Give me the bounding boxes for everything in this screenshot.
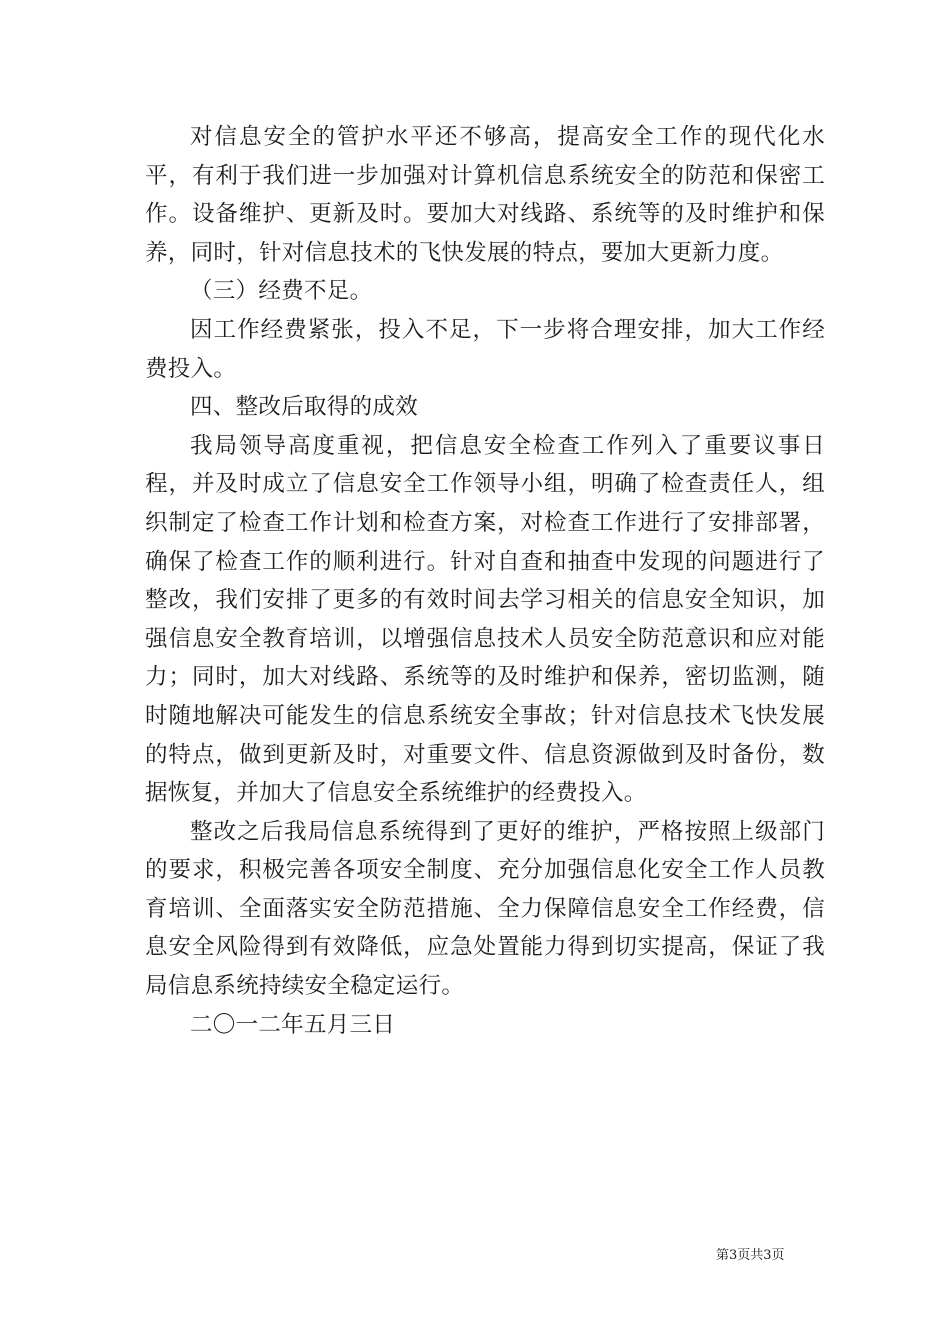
paragraph-funding: 因工作经费紧张，投入不足，下一步将合理安排，加大工作经费投入。 [145, 316, 825, 382]
page-number: 第3页共3页 [716, 1248, 785, 1263]
heading-funding-shortage: （三）经费不足。 [190, 278, 373, 305]
document-date: 二〇一二年五月三日 [190, 1011, 396, 1038]
heading-results: 四、整改后取得的成效 [190, 394, 419, 421]
paragraph-management-level: 对信息安全的管护水平还不够高，提高安全工作的现代化水平，有利于我们进一步加强对计算机信息系统安全的防范和保密工作。设备维护、更新及时。要加大对线路、系统等的及时维护和保养，同时，针对信息技术的飞快发展的特点，要加大更新力度。 [145, 124, 825, 266]
paragraph-after-rectification: 整改之后我局信息系统得到了更好的维护，严格按照上级部门的要求，积极完善各项安全制度、充分加强信息化安全工作人员教育培训、全面落实安全防范措施、全力保障信息安全工作经费，信息安全风险得到有效降低，应急处置能力得到切实提高，保证了我局信息系统持续安全稳定运行。 [145, 818, 825, 1000]
paragraph-leadership: 我局领导高度重视，把信息安全检查工作列入了重要议事日程，并及时成立了信息安全工作领导小组，明确了检查责任人，组织制定了检查工作计划和检查方案，对检查工作进行了安排部署，确保了检查工作的顺利进行。针对自查和抽查中发现的问题进行了整改，我们安排了更多的有效时间去学习相关的信息安全知识，加强信息安全教育培训，以增强信息技术人员安全防范意识和应对能力；同时，加大对线路、系统等的及时维护和保养，密切监测，随时随地解决可能发生的信息系统安全事故；针对信息技术飞快发展的特点，做到更新及时，对重要文件、信息资源做到及时备份，数据恢复，并加大了信息安全系统维护的经费投入。 [145, 432, 825, 807]
document-body [145, 118, 825, 1044]
